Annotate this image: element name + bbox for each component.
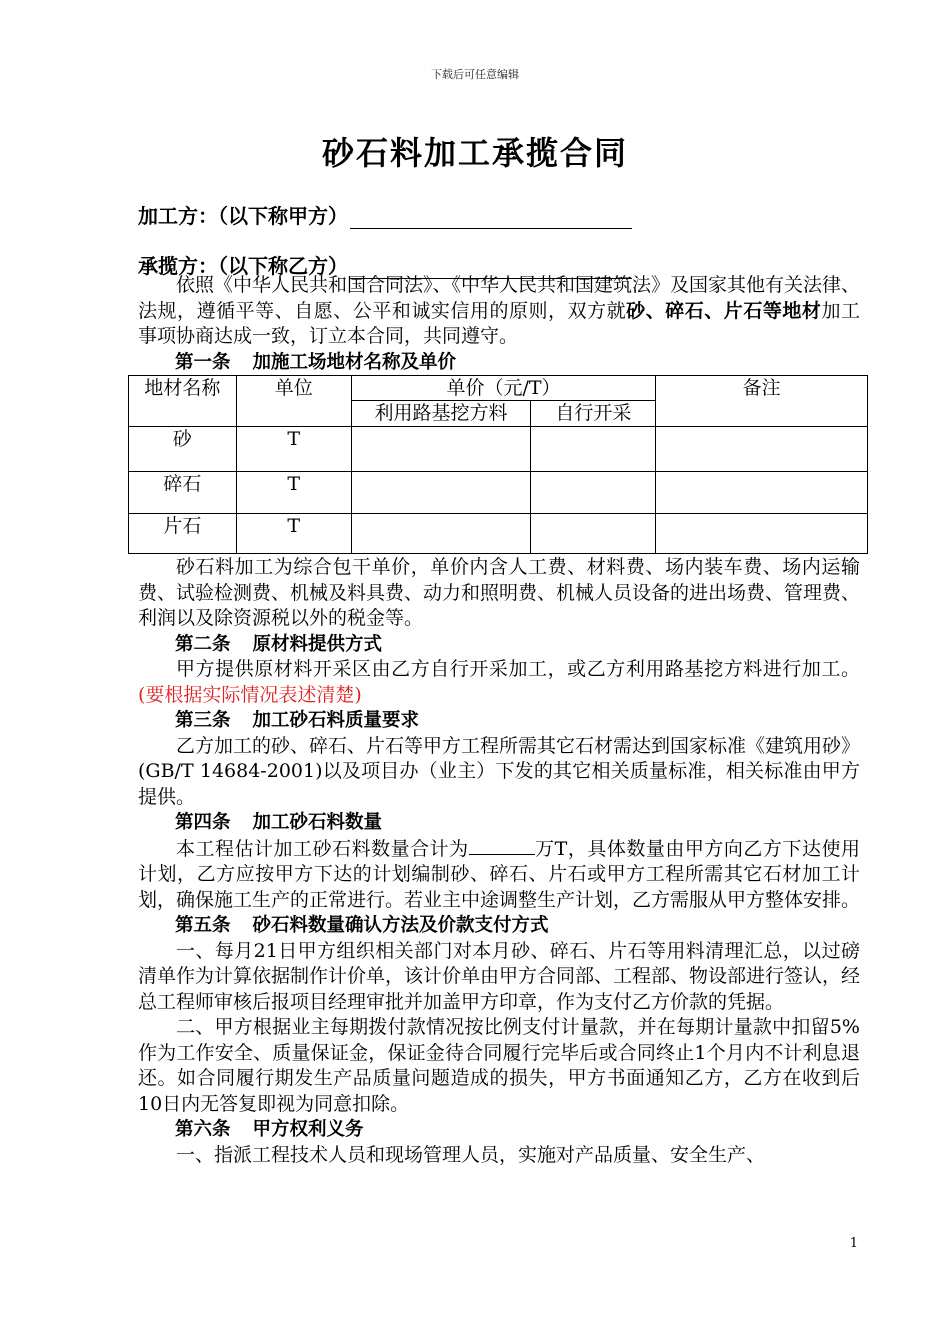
article-5-paragraph-1: 一、每月21日甲方组织相关部门对本月砂、碎石、片石等用料清理汇总，以过磅清单作为计算依据制作计价单，该计价单由甲方合同部、工程部、物设部进行签认，经总工程师审核后报项目经理审批并加盖甲方印章，作为支付乙方价款的凭据。	[138, 939, 861, 1013]
article-4-number: 第四条	[175, 812, 231, 833]
header-note: 下载后可任意编辑	[431, 68, 519, 81]
intro-paragraph	[138, 273, 860, 350]
article-1-number: 第一条	[175, 351, 231, 373]
cell-empty	[531, 514, 656, 554]
cell-empty	[531, 472, 656, 514]
article-6-paragraph-1: 一、指派工程技术人员和现场管理人员，实施对产品质量、安全生产、	[176, 1143, 766, 1166]
intro-bold-materials: 砂、碎石、片石等地材	[626, 299, 822, 322]
table-row	[129, 514, 868, 554]
cell-unit: T	[236, 514, 351, 554]
cell-material-name: 砂	[129, 427, 237, 472]
article-4-paragraph	[138, 836, 860, 914]
article-2-heading	[138, 632, 860, 658]
article-2-paragraph	[138, 657, 860, 708]
materials-price-table	[128, 375, 868, 554]
article-5-heading	[138, 913, 860, 939]
contract-title: 砂石料加工承揽合同	[321, 134, 628, 172]
contract-body	[138, 555, 860, 1168]
header-sub-self-mining: 自行开采	[531, 401, 656, 427]
header-unit: 单位	[236, 376, 351, 427]
article-3-heading	[138, 708, 860, 734]
article-5-paragraph-2: 二、甲方根据业主每期拨付款情况按比例支付计量款，并在每期计量款中扣留5%作为工作安全、质量保证金，保证金待合同履行完毕后或合同终止1个月内不计利息退还。如合同履行期发生产品质量问题造成的损失，甲方书面通知乙方，乙方在收到后10日内无答复即视为同意扣除。	[138, 1016, 860, 1115]
article-3-title: 加工砂石料质量要求	[252, 710, 420, 731]
cell-unit: T	[236, 427, 351, 472]
article-5-number: 第五条	[175, 915, 231, 936]
header-price: 单价（元/T）	[351, 376, 656, 401]
article-4-title: 加工砂石料数量	[252, 812, 383, 833]
cell-empty	[351, 472, 531, 514]
table-row	[129, 427, 868, 472]
party-b-label: 承揽方：（以下称乙方）	[138, 254, 348, 278]
article-4-text-before: 本工程估计加工砂石料数量合计为	[176, 837, 469, 860]
header-sub-roadbed: 利用路基挖方料	[351, 401, 531, 427]
article-6-number: 第六条	[175, 1119, 231, 1140]
price-note-paragraph: 砂石料加工为综合包干单价，单价内含人工费、材料费、场内装车费、场内运输费、试验检测费、机械及料具费、动力和照明费、机械人员设备的进出场费、管理费、利润以及除资源税以外的税金等。	[138, 556, 861, 629]
article-1-title: 加施工场地材名称及单价	[252, 351, 457, 373]
article-2-number: 第二条	[175, 633, 231, 655]
party-a-blank	[350, 208, 632, 229]
header-material: 地材名称	[129, 376, 237, 427]
cell-unit: T	[236, 472, 351, 514]
quantity-blank	[469, 836, 535, 855]
party-a-label: 加工方：（以下称甲方）	[138, 204, 348, 228]
cell-empty	[656, 427, 868, 472]
article-4-heading	[138, 810, 860, 836]
article-5-title: 砂石料数量确认方法及价款支付方式	[252, 915, 549, 936]
intro-text-1: 依照《中华人民共和国合同法》、《中华人民共和国建筑法》及国家其他有关法律、法规，遵循平等、自愿、公平和诚实信用的原则，双方就	[138, 274, 861, 322]
intro-section	[138, 273, 860, 375]
party-a-line	[138, 200, 632, 229]
cell-material-name: 片石	[129, 514, 237, 554]
article-6-title: 甲方权利义务	[252, 1119, 364, 1140]
article-1-heading	[138, 350, 860, 376]
header-remark: 备注	[656, 376, 868, 427]
article-4-text-after: 万T，具体数量由甲方向乙方下达使用计划，乙方应按甲方下达的计划编制砂、碎石、片石或甲方工程所需其它石材加工计划，确保施工生产的正常进行。若业主中途调整生产计划，乙方需服从甲方整体安排。	[138, 837, 861, 911]
cell-empty	[656, 514, 868, 554]
article-2-red-note: (要根据实际情况表述清楚)	[138, 683, 362, 706]
cell-material-name: 碎石	[129, 472, 237, 514]
cell-empty	[531, 427, 656, 472]
page-number: 1	[849, 1236, 858, 1251]
table-row	[129, 472, 868, 514]
intro-text-2: 加工事项协商达成一致，订立本合同，共同遵守。	[138, 299, 860, 347]
article-2-text: 甲方提供原材料开采区由乙方自行开采加工，或乙方利用路基挖方料进行加工。	[176, 658, 860, 680]
article-2-title: 原材料提供方式	[252, 633, 383, 655]
article-6-heading	[138, 1117, 860, 1143]
article-3-number: 第三条	[175, 710, 231, 731]
article-3-paragraph: 乙方加工的砂、碎石、片石等甲方工程所需其它石材需达到国家标准《建筑用砂》(GB/T 14684-2001)以及项目办（业主）下发的其它相关质量标准，相关标准由甲方提供。	[138, 734, 861, 808]
cell-empty	[656, 472, 868, 514]
cell-empty	[351, 514, 531, 554]
cell-empty	[351, 427, 531, 472]
